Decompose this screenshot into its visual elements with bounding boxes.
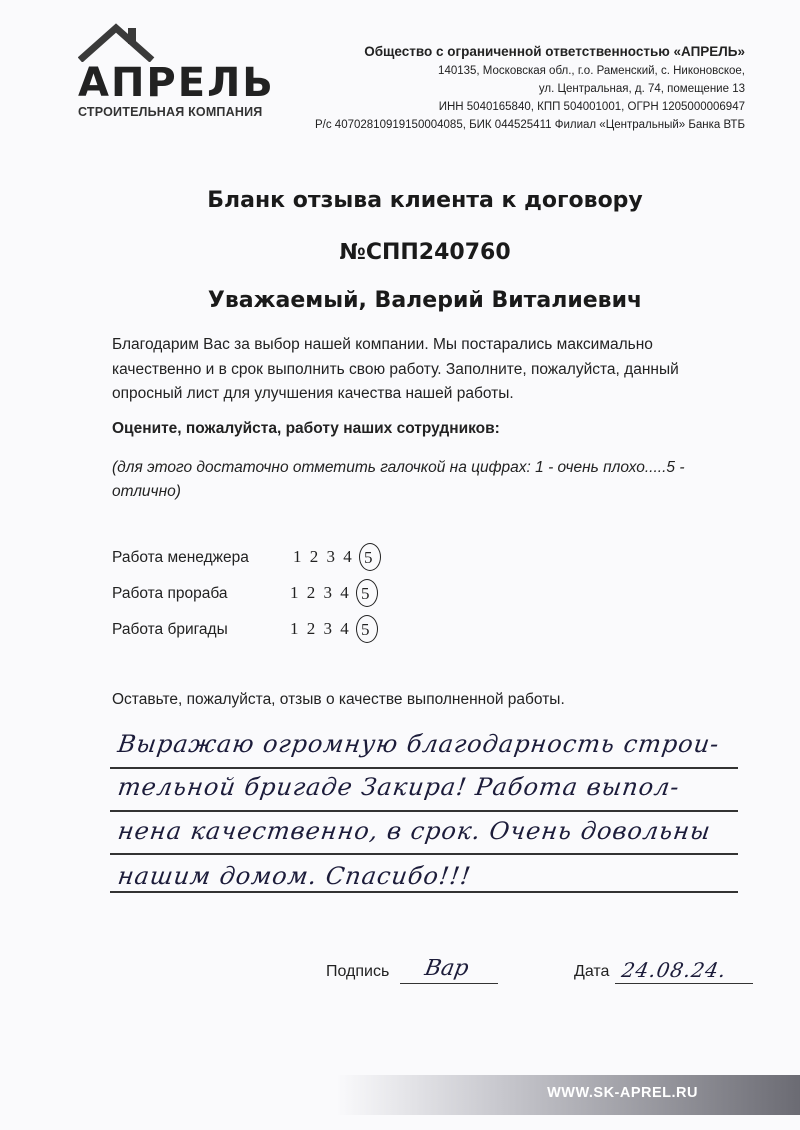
rating-label: Работа бригады [112,621,228,638]
date-line[interactable] [615,983,753,984]
contract-number: №СПП240760 [339,240,511,265]
intro-text: Благодарим Вас за выбор нашей компании. Мы постарались максимально качественно и в срок выполнить свою работу. Заполните, пожалуйста, данный опросный лист для улучшения качества нашей работы. [112,336,679,402]
rating-scale[interactable]: 1 2 3 4 [293,547,352,566]
footer-url[interactable]: WWW.SK-APREL.RU [547,1085,698,1101]
rating-scale[interactable]: 1 2 3 4 [290,583,349,602]
rating-label: Работа менеджера [112,549,249,566]
writing-line [110,891,738,893]
writing-line [110,853,738,855]
feedback-handwritten-line: тельной бригаде Закира! Работа выпол- [116,773,682,801]
company-ids: ИНН 5040165840, КПП 504001001, ОГРН 1205000006947 [438,101,745,113]
company-address-line-2: ул. Центральная, д. 74, помещение 13 [538,83,745,95]
signature-label: Подпись [326,963,390,980]
logo-name: АПРЕЛЬ [78,60,275,106]
rating-label: Работа прораба [112,585,228,602]
greeting: Уважаемый, Валерий Виталиевич [207,288,643,313]
company-name: Общество с ограниченной ответственностью «АПРЕЛЬ» [364,44,745,59]
feedback-handwritten-line: нашим домом. Спасибо!!! [116,862,474,890]
selected-rating[interactable]: 5 [361,584,370,603]
signature: Вар [422,956,471,981]
rate-hint: (для этого достаточно отметить галочкой на цифрах: 1 - очень плохо.....5 - отлично) [112,459,685,500]
company-details [315,42,745,134]
company-address-line-1: 140135, Московская обл., г.о. Раменский, с. Никоновское, [438,65,745,77]
company-logo [78,22,278,122]
writing-line [110,767,738,769]
house-roof-icon [78,22,188,62]
signature-line[interactable] [400,983,498,984]
rating-scale[interactable]: 1 2 3 4 [290,619,349,638]
rate-heading: Оцените, пожалуйста, работу наших сотрудников: [112,420,500,437]
feedback-handwritten-line: Выражаю огромную благодарность строи- [116,730,722,758]
form-title: Бланк отзыва клиента к договору [207,188,643,213]
feedback-handwritten-line: нена качественно, в срок. Очень довольны [116,817,713,845]
logo-subtitle: СТРОИТЕЛЬНАЯ КОМПАНИЯ [78,105,263,119]
selected-rating[interactable]: 5 [364,548,373,567]
feedback-prompt: Оставьте, пожалуйста, отзыв о качестве выполненной работы. [112,691,565,708]
writing-line [110,810,738,812]
date-label: Дата [574,963,610,980]
company-bank: Р/с 40702810919150004085, БИК 044525411 Филиал «Центральный» Банка ВТБ [314,119,745,131]
selected-rating[interactable]: 5 [361,620,370,639]
date-value: 24.08.24. [619,958,729,982]
